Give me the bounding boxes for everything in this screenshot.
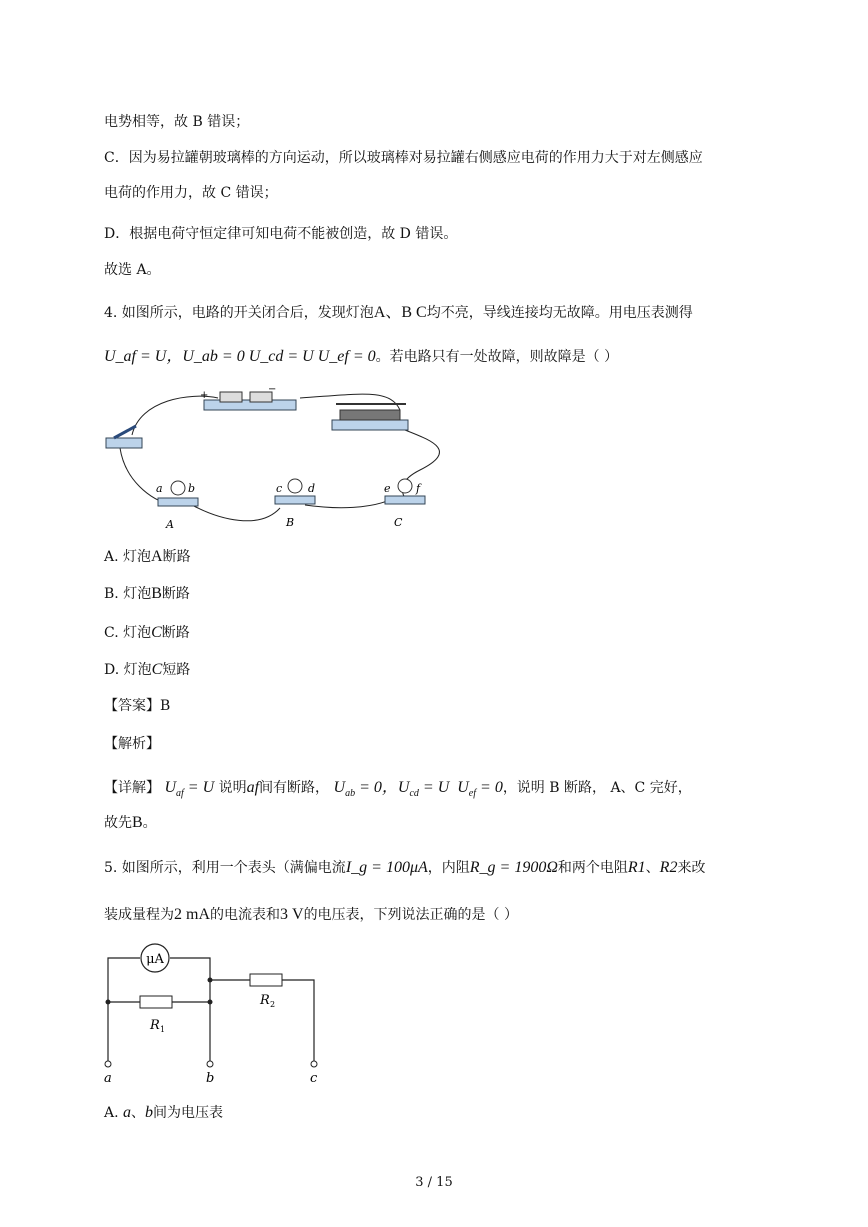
terminal-c-icon bbox=[311, 1061, 317, 1067]
q5-stem-line1: 5. 如图所示，利用一个表头（满偏电流I_g = 100μA，内阻R_g = 1900Ω和两个电阻R1、R2来改 bbox=[104, 859, 706, 876]
q4-analysis-label: 【解析】 bbox=[104, 736, 160, 752]
resistor-r2-icon bbox=[250, 974, 282, 1009]
svg-text:+: + bbox=[200, 390, 209, 401]
text-line-5: 故选 A。 bbox=[104, 262, 161, 278]
q4-detail-line: 【详解】 $U_{af} = U$ 说明af间有断路， $U_{ab} = 0$，$U_{cd} = U$ $U_{ef} = 0$，说明 B 断路， A、C 完好， bbox=[104, 779, 692, 800]
q4-option-d[interactable]: D. 灯泡C短路 bbox=[104, 661, 191, 678]
q4-stem-vars: A、B C bbox=[373, 304, 427, 321]
lamp-c-icon bbox=[384, 479, 425, 529]
svg-text:a: a bbox=[104, 1071, 112, 1085]
q4-stem-line2: U_af = U，U_ab = 0 U_cd = U U_ef = 0。若电路只有一处故障，则故障是（ ） bbox=[104, 348, 619, 365]
switch-icon bbox=[106, 426, 142, 448]
microammeter-icon bbox=[141, 944, 169, 972]
resistor-r1-icon bbox=[140, 996, 172, 1034]
svg-text:C: C bbox=[394, 516, 403, 529]
svg-text:−: − bbox=[268, 384, 277, 395]
q4-option-a[interactable]: A. 灯泡A断路 bbox=[104, 548, 191, 565]
svg-text:d: d bbox=[308, 482, 316, 495]
svg-text:b: b bbox=[188, 482, 196, 495]
q4-conclusion: 故先B。 bbox=[104, 814, 157, 831]
svg-text:f: f bbox=[416, 482, 421, 495]
svg-text:1: 1 bbox=[160, 1025, 166, 1034]
terminal-a-icon bbox=[105, 1061, 111, 1067]
terminal-b-icon bbox=[207, 1061, 213, 1067]
text-line-4: D．根据电荷守恒定律可知电荷不能被创造，故 D 错误。 bbox=[104, 226, 458, 242]
q5-option-a[interactable]: A. a、b间为电压表 bbox=[104, 1104, 224, 1121]
q4-stem-line1: 4. 如图所示，电路的开关闭合后，发现灯泡A、B C均不亮，导线连接均无故障。用电压表测得 bbox=[104, 304, 693, 321]
text-line-2: C．因为易拉罐朝玻璃棒的方向运动，所以玻璃棒对易拉罐右侧感应电荷的作用力大于对左侧感应 bbox=[104, 150, 703, 166]
svg-text:a: a bbox=[156, 482, 163, 495]
svg-text:R: R bbox=[150, 1018, 160, 1033]
svg-text:c: c bbox=[310, 1071, 318, 1085]
lamp-b-icon bbox=[275, 479, 315, 529]
svg-text:A: A bbox=[166, 518, 174, 531]
text-line-1: 电势相等，故 B 错误； bbox=[104, 114, 250, 130]
q4-option-c[interactable]: C. 灯泡C断路 bbox=[104, 624, 190, 641]
lamp-a-icon bbox=[156, 481, 198, 531]
q4-option-b[interactable]: B. 灯泡B断路 bbox=[104, 585, 190, 602]
svg-text:R: R bbox=[260, 993, 270, 1008]
q4-equation: U_af = U，U_ab = 0 U_cd = U U_ef = 0 bbox=[104, 348, 376, 365]
page-number: 3 / 15 bbox=[415, 1175, 453, 1190]
svg-text:c: c bbox=[276, 482, 283, 495]
q4-answer: 【答案】B bbox=[104, 698, 171, 714]
junction-icon bbox=[208, 978, 213, 983]
rheostat-icon bbox=[332, 404, 408, 430]
svg-text:B: B bbox=[286, 516, 295, 529]
svg-text:b: b bbox=[206, 1071, 215, 1085]
q5-stem-line2: 装成量程为2 mA的电流表和3 V的电压表，下列说法正确的是（ ） bbox=[104, 906, 519, 923]
q5-circuit-figure bbox=[100, 940, 340, 1085]
svg-text:e: e bbox=[384, 482, 391, 495]
q4-circuit-figure bbox=[100, 380, 450, 540]
svg-text:2: 2 bbox=[270, 1000, 276, 1009]
svg-text:μA: μA bbox=[146, 952, 164, 967]
text-line-3: 电荷的作用力，故 C 错误； bbox=[104, 185, 278, 201]
